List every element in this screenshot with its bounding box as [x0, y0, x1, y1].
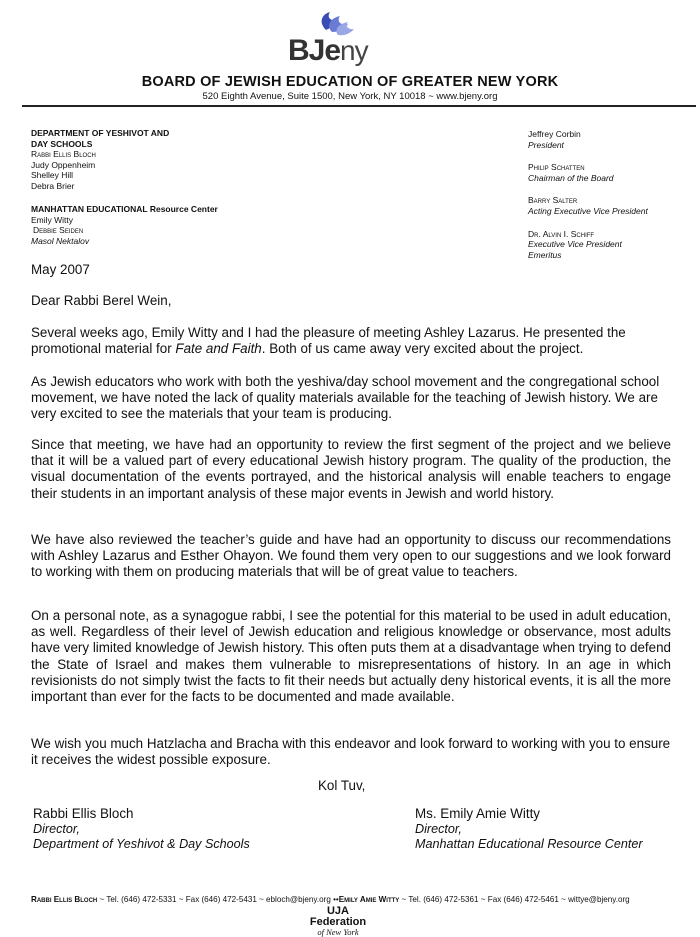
footer-separator: •• — [333, 895, 339, 904]
paragraph-2: As Jewish educators who work with both the yeshiva/day school movement and the congregational school movement, we have noted the lack of quality materials available for the teaching of Jewish history. We are very excited to see the materials that your team is producing. — [31, 374, 660, 422]
staff-name: Debra Brier — [31, 180, 75, 191]
mer-title: MANHATTAN EDUCATIONAL Resource Center — [31, 204, 218, 214]
paragraph-1 — [31, 325, 671, 357]
footer-contact-line — [31, 895, 691, 904]
officer-name: Dr. Alvin I. Schiff — [528, 228, 595, 239]
footer-name: Rabbi Ellis Bloch — [31, 895, 98, 904]
staff-name: Masol Nektalov — [31, 235, 90, 246]
signer-name: Rabbi Ellis Bloch — [33, 806, 134, 821]
project-title: Fate and Faith — [175, 341, 262, 357]
officer-name: Jeffrey Corbin — [528, 129, 581, 139]
dept-title-line1: DEPARTMENT OF YESHIVOT AND — [31, 128, 170, 138]
officer — [528, 162, 688, 183]
bjeny-logo — [288, 8, 398, 72]
uja-federation-logo — [298, 906, 378, 937]
header-divider — [22, 105, 696, 107]
officer-title: Chairman of the Board — [528, 172, 614, 183]
letter-date: May 2007 — [31, 262, 90, 277]
signature-right — [415, 806, 695, 852]
staff-name: Judy Oppenheim — [31, 159, 96, 170]
officers-list — [528, 129, 688, 272]
paragraph-3: Since that meeting, we have had an opportunity to review the first segment of the project and we believe that it will be a valued part of every educational Jewish history program. The quality of the production, the visual documentation of the events portrayed, and the historical analysis will enable teachers to engage their students in an important analysis of these major events in Jewish and world history. — [31, 437, 671, 501]
mer-department — [31, 204, 291, 246]
logo-text: BJeny — [288, 34, 368, 67]
org-name: BOARD OF JEWISH EDUCATION OF GREATER NEW YORK — [141, 74, 559, 90]
signer-title: Director, — [33, 821, 80, 836]
uja-name: UJA Federation — [309, 905, 367, 928]
staff-name: Shelley Hill — [31, 170, 74, 181]
officer — [528, 195, 688, 216]
officer-title: Executive Vice President — [528, 239, 622, 250]
officer-name: Barry Salter — [528, 195, 578, 206]
yeshivot-department — [31, 128, 271, 192]
paragraph-6: We wish you much Hatzlacha and Bracha with this endeavor and look forward to working with you to ensure it receives the widest possible exposure. — [31, 736, 671, 768]
staff-name: Debbie Seiden — [33, 225, 84, 236]
officer-title-2: Emeritus — [528, 249, 562, 260]
paragraph-4: We have also reviewed the teacher’s guide and have had an opportunity to discuss our recommendations with Ashley Lazarus and Esther Ohayon. We found them very open to our suggestions and we look forward to working with them on producing materials that will be of great value to teachers. — [31, 532, 671, 580]
footer-contact: ~ Tel. (646) 472-5361 ~ Fax (646) 472-5461 ~ wittye@bjeny.org — [399, 895, 630, 904]
paragraph-5: On a personal note, as a synagogue rabbi, I see the potential for this material to be used in adult education, as well. Regardless of their level of Jewish education and religious knowledge or observance, most adults have very limited knowledge of Jewish history. This often puts them at a disadvantage when trying to defend the State of Israel and makes them vulnerable to misrepresentations of history. In an age in which revisionists do not simply twist the facts to fit their needs but actually deny historical events, it is all the more important than ever for the facts to be documented and made available. — [31, 608, 671, 705]
uja-sub: of New York — [317, 927, 359, 937]
officer — [528, 229, 688, 261]
officer-title: President — [528, 139, 564, 150]
signer-name: Ms. Emily Amie Witty — [415, 806, 540, 821]
closing: Kol Tuv, — [318, 778, 366, 793]
signer-title: Director, — [415, 821, 462, 836]
signer-dept: Department of Yeshivot & Day Schools — [33, 836, 250, 851]
p1-text: Several weeks ago, Emily Witty and I had the pleasure of meeting Ashley Lazarus. He presented the promotional material for — [31, 325, 626, 357]
officer-title: Acting Executive Vice President — [528, 205, 648, 216]
salutation: Dear Rabbi Berel Wein, — [31, 293, 172, 308]
footer-contact: ~ Tel. (646) 472-5331 ~ Fax (646) 472-5431 ~ ebloch@bjeny.org — [97, 895, 334, 904]
dept-title-line2: DAY SCHOOLS — [31, 138, 93, 149]
signer-dept: Manhattan Educational Resource Center — [415, 836, 643, 851]
staff-name: Rabbi Ellis Bloch — [31, 149, 96, 160]
officer-name: Philip Schatten — [528, 162, 585, 173]
officer — [528, 129, 688, 150]
signature-left — [33, 806, 333, 852]
org-address: 520 Eighth Avenue, Suite 1500, New York, NY 10018 ~ www.bjeny.org — [202, 91, 498, 102]
p1-text-end: . Both of us came away very excited about the project. — [261, 341, 584, 357]
staff-name: Emily Witty — [31, 214, 74, 225]
footer-name: Emily Amie Witty — [338, 895, 400, 904]
